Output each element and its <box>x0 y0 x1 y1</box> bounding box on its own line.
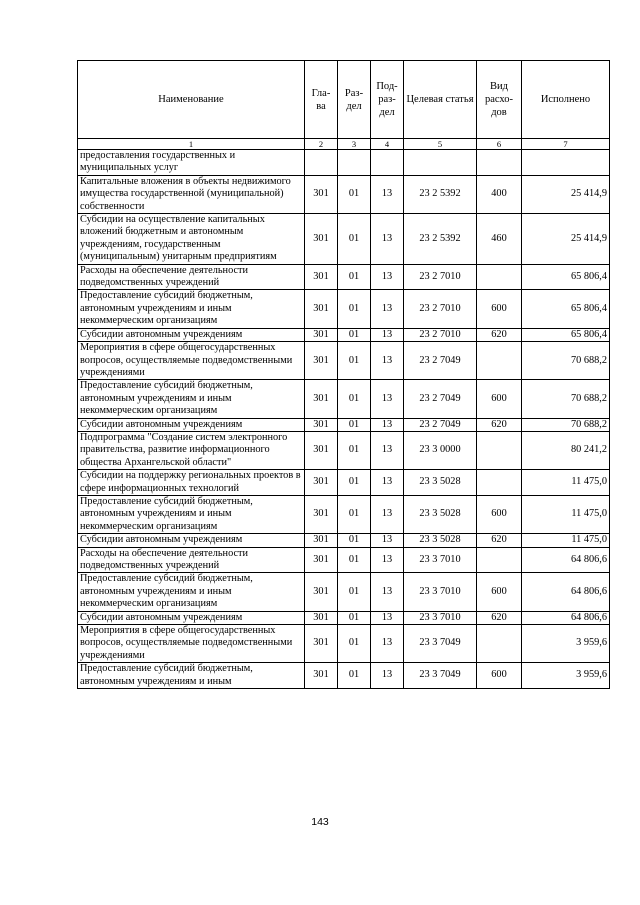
row-amount-cell: 70 688,2 <box>522 380 610 418</box>
row-podrazdel-cell: 13 <box>371 328 404 341</box>
table-body <box>78 150 610 689</box>
row-razdel-cell: 01 <box>338 625 371 663</box>
row-vid-cell: 600 <box>477 380 522 418</box>
row-razdel-cell: 01 <box>338 380 371 418</box>
row-podrazdel-cell: 13 <box>371 431 404 469</box>
row-vid-cell <box>477 470 522 496</box>
row-razdel-cell: 01 <box>338 418 371 431</box>
row-amount-cell: 80 241,2 <box>522 431 610 469</box>
header-row <box>78 61 610 139</box>
row-glava-cell: 301 <box>305 175 338 213</box>
row-glava-cell: 301 <box>305 290 338 328</box>
row-razdel-cell: 01 <box>338 342 371 380</box>
row-target-cell: 23 3 5028 <box>404 470 477 496</box>
column-number: 6 <box>477 139 522 150</box>
row-name-cell: Капитальные вложения в объекты недвижимого имущества государственной (муниципальной) собственности <box>78 175 305 213</box>
row-name-cell: Субсидии автономным учреждениям <box>78 418 305 431</box>
row-glava-cell: 301 <box>305 573 338 611</box>
row-amount-cell: 64 806,6 <box>522 611 610 624</box>
header-podrazdel: Под-раз-дел <box>371 61 404 139</box>
page-number: 143 <box>311 816 329 828</box>
row-vid-cell: 600 <box>477 290 522 328</box>
column-number-row <box>78 139 610 150</box>
row-target-cell: 23 3 5028 <box>404 495 477 533</box>
table-row <box>78 611 610 624</box>
row-vid-cell: 600 <box>477 495 522 533</box>
row-name-cell: Мероприятия в сфере общегосударственных вопросов, осуществляемые подведомственными учреждениями <box>78 625 305 663</box>
row-podrazdel-cell: 13 <box>371 573 404 611</box>
row-podrazdel-cell: 13 <box>371 534 404 547</box>
row-podrazdel-cell: 13 <box>371 663 404 689</box>
row-razdel-cell: 01 <box>338 534 371 547</box>
row-vid-cell: 600 <box>477 663 522 689</box>
table-row <box>78 150 610 176</box>
row-podrazdel-cell: 13 <box>371 470 404 496</box>
row-target-cell: 23 3 7049 <box>404 625 477 663</box>
row-amount-cell: 65 806,4 <box>522 328 610 341</box>
row-vid-cell <box>477 150 522 176</box>
table-row <box>78 470 610 496</box>
row-name-cell: Субсидии на поддержку региональных проектов в сфере информационных технологий <box>78 470 305 496</box>
row-razdel-cell: 01 <box>338 663 371 689</box>
table-row <box>78 573 610 611</box>
table-row <box>78 264 610 290</box>
row-target-cell: 23 3 7010 <box>404 573 477 611</box>
row-vid-cell: 600 <box>477 573 522 611</box>
header-razdel: Раз-дел <box>338 61 371 139</box>
row-vid-cell: 620 <box>477 611 522 624</box>
row-name-cell: предоставления государственных и муниципальных услуг <box>78 150 305 176</box>
row-target-cell: 23 3 7049 <box>404 663 477 689</box>
row-vid-cell: 400 <box>477 175 522 213</box>
row-target-cell: 23 2 7049 <box>404 418 477 431</box>
row-glava-cell <box>305 150 338 176</box>
row-target-cell: 23 2 7049 <box>404 380 477 418</box>
table-row <box>78 380 610 418</box>
row-name-cell: Подпрограмма "Создание систем электронного правительства, развитие информационного общества Архангельской области" <box>78 431 305 469</box>
row-amount-cell: 70 688,2 <box>522 418 610 431</box>
row-glava-cell: 301 <box>305 625 338 663</box>
column-number: 1 <box>78 139 305 150</box>
row-target-cell: 23 3 0000 <box>404 431 477 469</box>
row-amount-cell: 65 806,4 <box>522 264 610 290</box>
row-razdel-cell: 01 <box>338 573 371 611</box>
row-name-cell: Субсидии автономным учреждениям <box>78 611 305 624</box>
row-glava-cell: 301 <box>305 380 338 418</box>
row-target-cell: 23 2 7049 <box>404 342 477 380</box>
table-row <box>78 418 610 431</box>
row-razdel-cell: 01 <box>338 214 371 265</box>
row-podrazdel-cell: 13 <box>371 342 404 380</box>
row-amount-cell: 70 688,2 <box>522 342 610 380</box>
row-razdel-cell: 01 <box>338 328 371 341</box>
row-podrazdel-cell: 13 <box>371 611 404 624</box>
row-vid-cell: 620 <box>477 418 522 431</box>
row-podrazdel-cell <box>371 150 404 176</box>
row-podrazdel-cell: 13 <box>371 214 404 265</box>
row-vid-cell: 620 <box>477 534 522 547</box>
row-vid-cell <box>477 431 522 469</box>
row-amount-cell: 25 414,9 <box>522 175 610 213</box>
row-podrazdel-cell: 13 <box>371 547 404 573</box>
row-vid-cell: 460 <box>477 214 522 265</box>
column-number: 3 <box>338 139 371 150</box>
row-target-cell: 23 3 7010 <box>404 547 477 573</box>
row-glava-cell: 301 <box>305 547 338 573</box>
row-podrazdel-cell: 13 <box>371 625 404 663</box>
row-name-cell: Субсидии автономным учреждениям <box>78 328 305 341</box>
row-name-cell: Мероприятия в сфере общегосударственных вопросов, осуществляемые подведомственными учреждениями <box>78 342 305 380</box>
table-row <box>78 290 610 328</box>
row-vid-cell <box>477 342 522 380</box>
row-name-cell: Субсидии автономным учреждениям <box>78 534 305 547</box>
row-amount-cell: 11 475,0 <box>522 495 610 533</box>
column-number: 7 <box>522 139 610 150</box>
row-amount-cell: 11 475,0 <box>522 470 610 496</box>
row-razdel-cell: 01 <box>338 495 371 533</box>
row-amount-cell: 64 806,6 <box>522 573 610 611</box>
row-name-cell: Предоставление субсидий бюджетным, автономным учреждениям и иным некоммерческим организациям <box>78 573 305 611</box>
row-glava-cell: 301 <box>305 495 338 533</box>
header-name: Наименование <box>78 61 305 139</box>
row-glava-cell: 301 <box>305 663 338 689</box>
row-glava-cell: 301 <box>305 418 338 431</box>
row-glava-cell: 301 <box>305 264 338 290</box>
table-row <box>78 663 610 689</box>
table-row <box>78 328 610 341</box>
header-target: Целевая статья <box>404 61 477 139</box>
row-podrazdel-cell: 13 <box>371 175 404 213</box>
row-glava-cell: 301 <box>305 342 338 380</box>
row-glava-cell: 301 <box>305 470 338 496</box>
row-vid-cell <box>477 625 522 663</box>
header-glava: Гла-ва <box>305 61 338 139</box>
row-podrazdel-cell: 13 <box>371 380 404 418</box>
row-target-cell: 23 3 7010 <box>404 611 477 624</box>
row-amount-cell: 65 806,4 <box>522 290 610 328</box>
table-row <box>78 431 610 469</box>
row-amount-cell: 3 959,6 <box>522 625 610 663</box>
row-vid-cell <box>477 547 522 573</box>
row-razdel-cell: 01 <box>338 470 371 496</box>
table-row <box>78 534 610 547</box>
row-podrazdel-cell: 13 <box>371 264 404 290</box>
table-row <box>78 625 610 663</box>
table-row <box>78 214 610 265</box>
row-razdel-cell: 01 <box>338 611 371 624</box>
column-number: 2 <box>305 139 338 150</box>
header-ispolneno: Исполнено <box>522 61 610 139</box>
row-amount-cell: 25 414,9 <box>522 214 610 265</box>
row-name-cell: Расходы на обеспечение деятельности подведомственных учреждений <box>78 264 305 290</box>
row-razdel-cell: 01 <box>338 547 371 573</box>
row-glava-cell: 301 <box>305 534 338 547</box>
row-name-cell: Предоставление субсидий бюджетным, автономным учреждениям и иным <box>78 663 305 689</box>
row-vid-cell: 620 <box>477 328 522 341</box>
row-glava-cell: 301 <box>305 611 338 624</box>
row-target-cell <box>404 150 477 176</box>
row-glava-cell: 301 <box>305 431 338 469</box>
row-name-cell: Предоставление субсидий бюджетным, автономным учреждениям и иным некоммерческим организациям <box>78 380 305 418</box>
column-number: 5 <box>404 139 477 150</box>
row-name-cell: Расходы на обеспечение деятельности подведомственных учреждений <box>78 547 305 573</box>
row-name-cell: Субсидии на осуществление капитальных вложений бюджетным и автономным учреждениям, государственным (муниципальным) унитарным предприятиям <box>78 214 305 265</box>
header-vid: Вид расхо-дов <box>477 61 522 139</box>
table-row <box>78 495 610 533</box>
table-row <box>78 175 610 213</box>
row-amount-cell: 64 806,6 <box>522 547 610 573</box>
row-amount-cell: 3 959,6 <box>522 663 610 689</box>
row-razdel-cell: 01 <box>338 431 371 469</box>
column-number: 4 <box>371 139 404 150</box>
row-name-cell: Предоставление субсидий бюджетным, автономным учреждениям и иным некоммерческим организациям <box>78 495 305 533</box>
row-target-cell: 23 2 7010 <box>404 290 477 328</box>
row-razdel-cell <box>338 150 371 176</box>
row-podrazdel-cell: 13 <box>371 290 404 328</box>
row-podrazdel-cell: 13 <box>371 418 404 431</box>
table-row <box>78 547 610 573</box>
row-target-cell: 23 2 7010 <box>404 328 477 341</box>
row-razdel-cell: 01 <box>338 290 371 328</box>
row-podrazdel-cell: 13 <box>371 495 404 533</box>
row-glava-cell: 301 <box>305 214 338 265</box>
budget-table <box>77 60 610 689</box>
row-razdel-cell: 01 <box>338 264 371 290</box>
row-name-cell: Предоставление субсидий бюджетным, автономным учреждениям и иным некоммерческим организациям <box>78 290 305 328</box>
row-target-cell: 23 2 7010 <box>404 264 477 290</box>
row-vid-cell <box>477 264 522 290</box>
row-razdel-cell: 01 <box>338 175 371 213</box>
row-target-cell: 23 2 5392 <box>404 214 477 265</box>
row-amount-cell: 11 475,0 <box>522 534 610 547</box>
row-target-cell: 23 2 5392 <box>404 175 477 213</box>
table-row <box>78 342 610 380</box>
row-glava-cell: 301 <box>305 328 338 341</box>
row-target-cell: 23 3 5028 <box>404 534 477 547</box>
row-amount-cell <box>522 150 610 176</box>
